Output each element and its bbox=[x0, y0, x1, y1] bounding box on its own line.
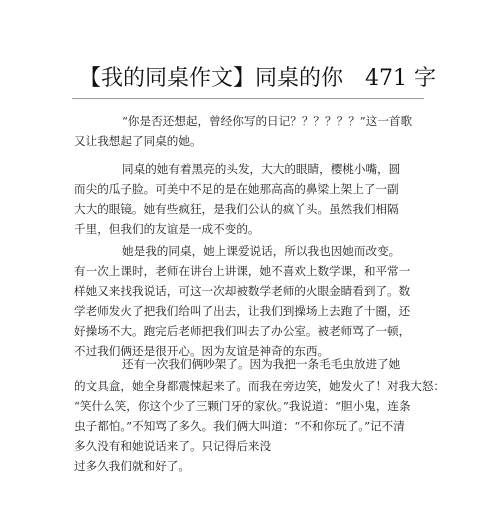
paragraph-3-line-1: 她是我的同桌，她上课爱说话，所以我也因她而改变。 bbox=[122, 244, 401, 258]
paragraph-4-line-6: 过多久我们就和好了。 bbox=[74, 459, 190, 473]
article-title: 【我的同桌作文】同桌的你 471 字 bbox=[79, 66, 436, 91]
paragraph-2-line-3: 大大的眼镜。她有些疯狂，是我们公认的疯丫头。虽然我们相隔 bbox=[74, 202, 399, 216]
paragraph-3-line-4: 学老师发火了把我们给叫了出去，让我们到操场上去跑了十圈，还 bbox=[74, 304, 411, 318]
paragraph-3-line-3: 样她又来找我说话，可这一次却被数学老师的火眼金睛看到了。数 bbox=[74, 284, 411, 298]
paragraph-2-line-1: 同桌的她有着黑亮的头发，大大的眼睛，樱桃小嘴，圆 bbox=[122, 162, 401, 176]
paragraph-3-line-6: 不过我们俩还是很开心。因为友谊是神奇的东西。 bbox=[74, 344, 330, 358]
paragraph-1-line-1: “你是否还想起，曾经你写的日记？？？？？？”这一首歌 bbox=[122, 114, 413, 128]
paragraph-3-line-2: 有一次上课时，老师在讲台上讲课，她不喜欢上数学课，和平常一 bbox=[74, 264, 411, 278]
paragraph-3-line-5: 好操场不大。跑完后老师把我们叫去了办公室。被老师骂了一顿， bbox=[74, 324, 411, 338]
paragraph-2-line-4: 千里，但我们的友谊是一成不变的。 bbox=[74, 222, 260, 236]
paragraph-4-line-3: “笑什么笑，你这个少了三颗门牙的家伙。”我说道：“胆小鬼，连条 bbox=[74, 399, 411, 413]
paragraph-4-line-1: 还有一次我们俩吵架了。因为我把一条毛毛虫放进了她 bbox=[122, 357, 401, 371]
paragraph-4-line-2: 的文具盒，她全身都震悚起来了。而我在旁边笑，她发火了！对我大怒： bbox=[74, 379, 446, 393]
paragraph-4-line-4: 虫子都怕。”不知骂了多久。我们俩大叫道：“不和你玩了。”记不清 bbox=[74, 419, 405, 433]
paragraph-2-line-2: 而尖的瓜子脸。可美中不足的是在她那高高的鼻梁上架上了一副 bbox=[74, 182, 399, 196]
title-underline bbox=[72, 98, 424, 99]
paragraph-1-line-2: 又让我想起了同桌的她。 bbox=[74, 134, 202, 148]
paragraph-4-line-5: 多久没有和她说话来了。只记得后来没 bbox=[74, 439, 272, 453]
